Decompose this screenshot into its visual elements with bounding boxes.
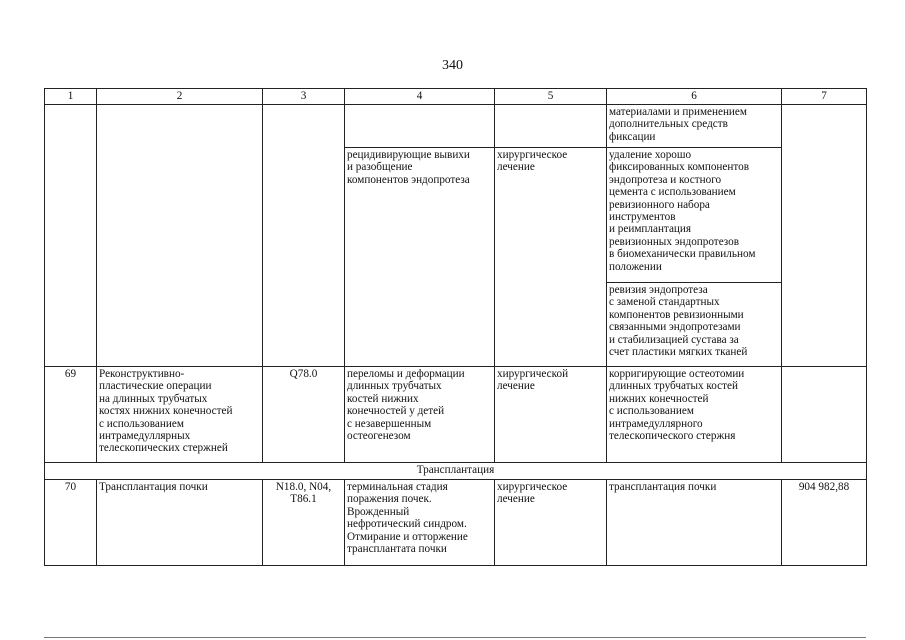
cell-model: переломы и деформации длинных трубчатых костей нижних конечностей у детей с незавершенным остеогенезом (345, 367, 495, 463)
header-cell: 1 (45, 89, 97, 105)
header-cell: 2 (97, 89, 263, 105)
cell-cost (782, 105, 867, 367)
cell-treatment: хирургическое лечение (495, 480, 607, 566)
cell-method: материалами и применением дополнительных средств фиксации (607, 105, 782, 148)
cell-code (263, 105, 345, 367)
cell-treatment: хирургической лечение (495, 367, 607, 463)
section-title: Трансплантация (45, 463, 867, 480)
cell-name: Трансплантация почки (97, 480, 263, 566)
cell-num (45, 105, 97, 367)
cell-name (97, 105, 263, 367)
section-row (45, 463, 867, 480)
table-row (45, 367, 867, 463)
header-cell: 7 (782, 89, 867, 105)
cell-model (345, 105, 495, 148)
header-cell: 5 (495, 89, 607, 105)
cell-num: 70 (45, 480, 97, 566)
cell-model: рецидивирующие вывихи и разобщение компонентов эндопротеза (345, 148, 495, 367)
cell-treatment: хирургическое лечение (495, 148, 607, 367)
page-number: 340 (442, 58, 463, 73)
cell-method: корригирующие остеотомии длинных трубчатых костей нижних конечностей с использованием интрамедуллярного телескопического стержня (607, 367, 782, 463)
header-cell: 6 (607, 89, 782, 105)
cell-cost: 904 982,88 (782, 480, 867, 566)
medical-care-table (44, 88, 867, 566)
cell-method: трансплантация почки (607, 480, 782, 566)
header-cell: 3 (263, 89, 345, 105)
cell-cost (782, 367, 867, 463)
cell-treatment (495, 105, 607, 148)
cell-model: терминальная стадия поражения почек. Врожденный нефротический синдром. Отмирание и отторжение трансплантата почки (345, 480, 495, 566)
cell-code: Q78.0 (263, 367, 345, 463)
cell-num: 69 (45, 367, 97, 463)
table-header-row (45, 89, 867, 105)
page-bottom-divider (44, 637, 866, 638)
cell-name: Реконструктивно- пластические операции на длинных трубчатых костях нижних конечностей с использованием интрамедуллярных телескопических стержней (97, 367, 263, 463)
table-row (45, 105, 867, 148)
table-row (45, 480, 867, 566)
cell-method: удаление хорошо фиксированных компонентов эндопротеза и костного цемента с использованием ревизионного набора инструментов и реимплантация ревизионных эндопротезов в биомеханически правильном положении (607, 148, 782, 283)
header-cell: 4 (345, 89, 495, 105)
cell-method: ревизия эндопротеза с заменой стандартных компонентов ревизионными связанными эндопротезами и стабилизацией сустава за счет пластики мягких тканей (607, 283, 782, 367)
cell-code: N18.0, N04, T86.1 (263, 480, 345, 566)
